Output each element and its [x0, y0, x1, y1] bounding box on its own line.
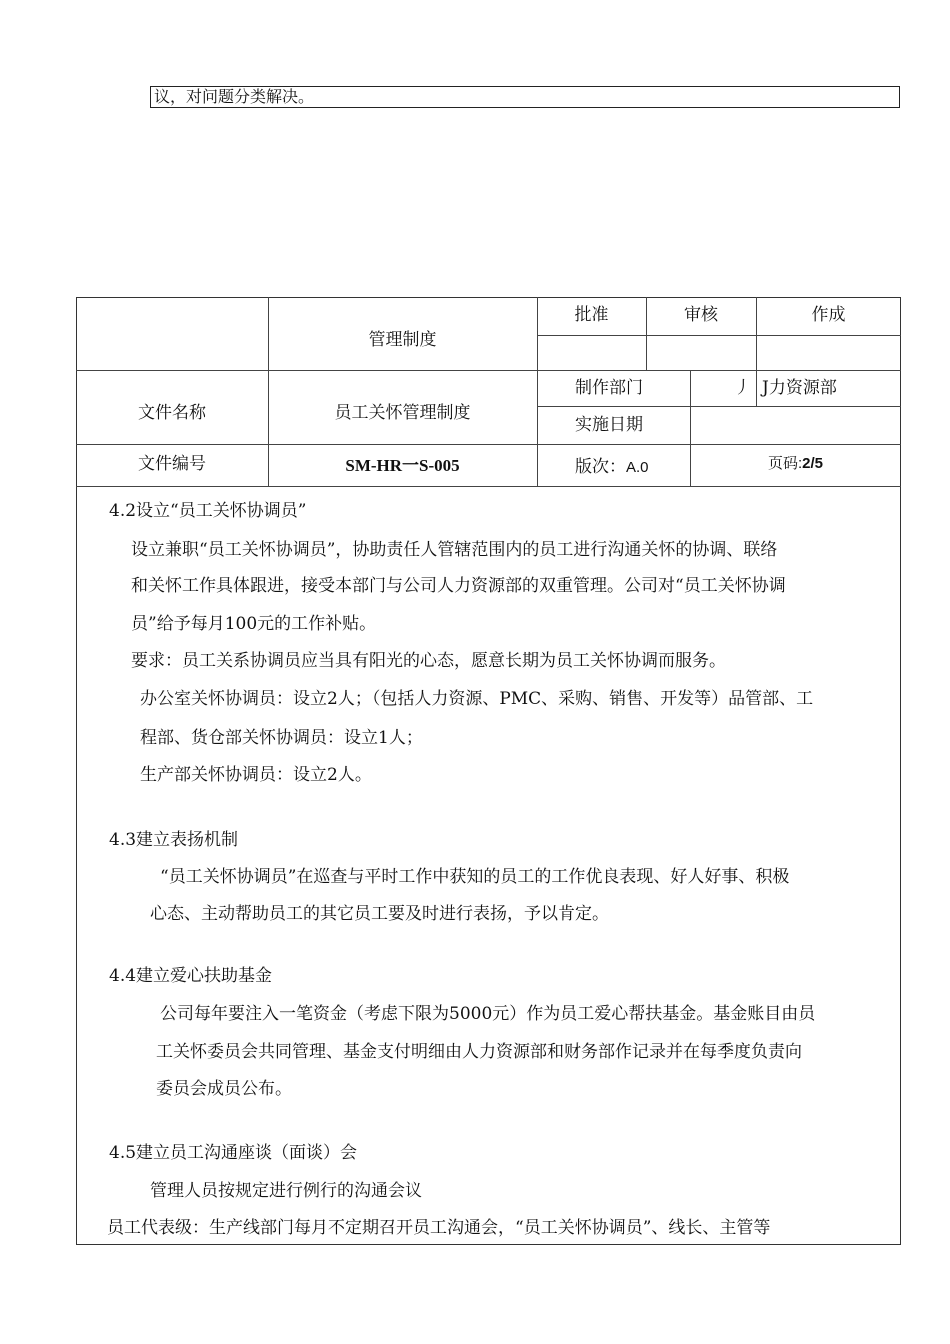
file-name-label: 文件名称: [138, 403, 206, 423]
top-fragment: 议，对问题分类解决。: [150, 86, 900, 108]
section-heading-4-5: 4.5建立员工沟通座谈（面谈）会: [109, 1143, 358, 1163]
page-label: 页码:: [767, 455, 803, 472]
paragraph-line: 心态、主动帮助员工的其它员工要及时进行表扬，予以肯定。: [150, 904, 609, 924]
grid-line: [76, 370, 901, 371]
paragraph-line: 公司每年要注入一笔资金（考虑下限为5000元）作为员工爱心帮扶基金。基金账目由员: [160, 1004, 816, 1024]
paragraph-line: 生产部关怀协调员：设立2人。: [140, 765, 372, 785]
approve-label: 批准: [574, 305, 609, 325]
section-heading-4-4: 4.4建立爱心扶助基金: [109, 966, 273, 986]
file-name: 员工关怀管理制度: [334, 403, 471, 423]
grid-line: [76, 486, 901, 487]
page-value: 2/5: [802, 455, 824, 472]
dept-value: J力资源部: [762, 378, 837, 398]
paragraph-line: 程部、货仓部关怀协调员：设立1人；: [140, 728, 423, 748]
dept-label: 制作部门: [575, 378, 643, 398]
version-value: A.0: [626, 459, 649, 476]
file-no: SM-HR一S-005: [345, 456, 460, 475]
version: [575, 452, 649, 477]
grid-line: [537, 406, 901, 407]
author-label: 作成: [811, 305, 846, 325]
file-no-label: 文件编号: [138, 454, 206, 474]
review-label: 审核: [684, 305, 718, 325]
section-heading-4-2: 4.2设立“员工关怀协调员”: [109, 501, 307, 521]
doc-type: 管理制度: [368, 330, 437, 350]
dept-prefix: 丿: [734, 378, 751, 398]
paragraph-line: 要求：员工关系协调员应当具有阳光的心态，愿意长期为员工关怀协调而服务。: [131, 651, 726, 671]
paragraph-line: 员工代表级：生产线部门每月不定期召开员工沟通会，“员工关怀协调员”、线长、主管等: [107, 1218, 771, 1238]
paragraph-line: 和关怀工作具体跟进，接受本部门与公司人力资源部的双重管理。公司对“员工关怀协调: [131, 576, 786, 596]
page-number: [690, 452, 901, 473]
paragraph-line: 管理人员按规定进行例行的沟通会议: [150, 1181, 422, 1201]
paragraph-line: 工关怀委员会共同管理、基金支付明细由人力资源部和财务部作记录并在每季度负责向: [156, 1042, 802, 1062]
paragraph-line: 设立兼职“员工关怀协调员”，协助责任人管辖范围内的员工进行沟通关怀的协调、联络: [131, 540, 778, 560]
date-label: 实施日期: [575, 415, 643, 435]
paragraph-line: 员”给予每月100元的工作补贴。: [131, 614, 377, 634]
grid-line: [537, 297, 538, 486]
paragraph-line: “员工关怀协调员”在巡查与平时工作中获知的员工的工作优良表现、好人好事、积极: [160, 867, 790, 887]
grid-line: [76, 444, 901, 445]
section-heading-4-3: 4.3建立表扬机制: [109, 830, 239, 850]
version-label: 版次：: [575, 457, 626, 477]
grid-line: [537, 335, 901, 336]
paragraph-line: 委员会成员公布。: [156, 1079, 292, 1099]
paragraph-line: 办公室关怀协调员：设立2人；（包括人力资源、PMC、采购、销售、开发等）品管部、工: [140, 689, 814, 709]
